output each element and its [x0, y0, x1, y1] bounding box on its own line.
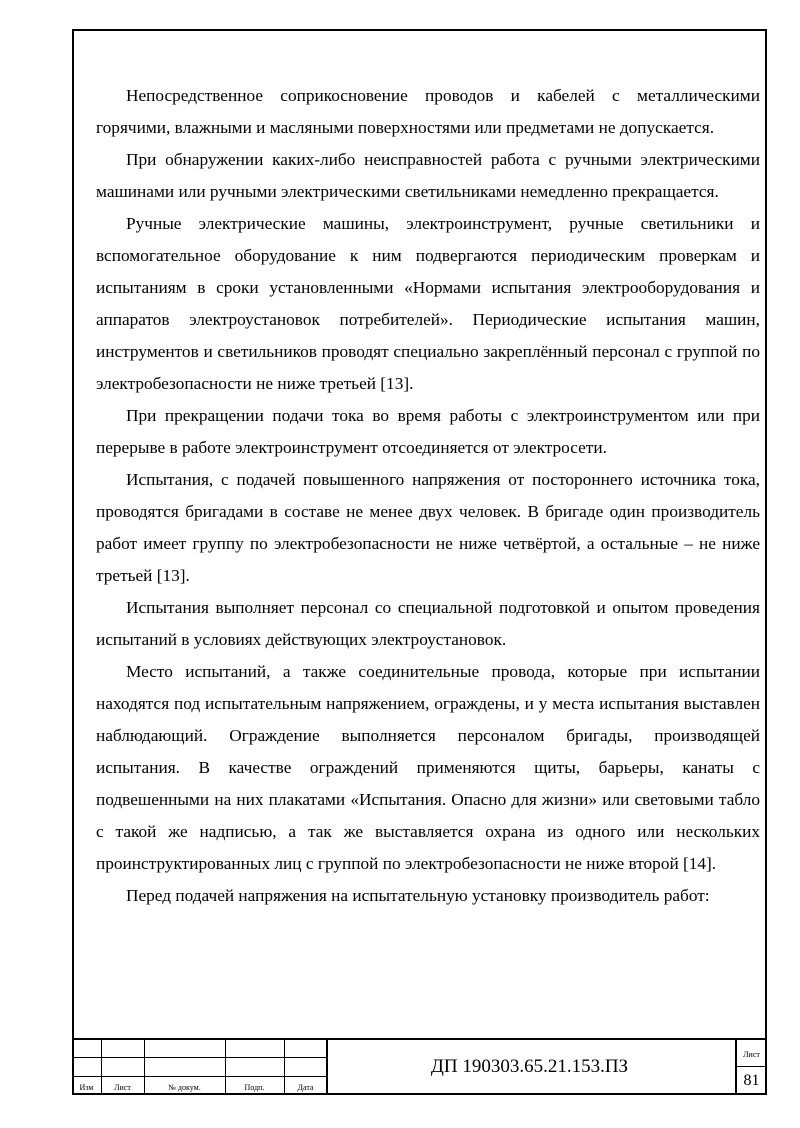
col-doc-number: № докум.	[168, 1083, 201, 1092]
col-date: Дата	[297, 1083, 314, 1092]
col-izm: Изм	[79, 1083, 94, 1092]
col-list: Лист	[114, 1083, 131, 1092]
col-signature: Подп.	[244, 1083, 265, 1092]
sheet-label: Лист	[743, 1050, 760, 1059]
document-code: ДП 190303.65.21.153.ПЗ	[430, 1056, 629, 1077]
paragraph-4: При прекращении подачи тока во время работы с электроинструментом или при перерыве в работе электроинструмент отсоединяется от электросети.	[96, 406, 760, 457]
document-body	[96, 80, 760, 912]
paragraph-2: При обнаружении каких-либо неисправностей работа с ручными электрическими машинами или ручными электрическими светильниками немедленно прекращается.	[96, 150, 760, 201]
paragraph-3: Ручные электрические машины, электроинструмент, ручные светильники и вспомогательное оборудование к ним подвергаются периодическим проверкам и испытаниям в сроки установленными «Нормами испытания электрооборудования и аппаратов электроустановок потребителей». Периодические испытания машин, инструментов и светильников проводят специально закреплённый персонал с группой по электробезопасности не ниже третьей [13].	[96, 214, 760, 393]
sheet-number: 81	[743, 1072, 760, 1089]
paragraph-7: Место испытаний, а также соединительные провода, которые при испытании находятся под испытательным напряжением, ограждены, и у места испытания выставлен наблюдающий. Ограждение выполняется персоналом бригады, производящей испытания. В качестве ограждений применяются щиты, барьеры, канаты с подвешенными на них плакатами «Испытания. Опасно для жизни» или световыми табло с такой же надписью, а так же выставляется охрана из одного или нескольких проинструктированных лиц с группой по электробезопасности не ниже второй [14].	[96, 662, 760, 873]
paragraph-8: Перед подачей напряжения на испытательную установку производитель работ:	[126, 886, 710, 905]
paragraph-6: Испытания выполняет персонал со специальной подготовкой и опытом проведения испытаний в условиях действующих электроустановок.	[96, 598, 760, 649]
paragraph-5: Испытания, с подачей повышенного напряжения от постороннего источника тока, проводятся бригадами в составе не менее двух человек. В бригаде один производитель работ имеет группу по электробезопасности не ниже четвёртой, а остальные – не ниже третьей [13].	[96, 470, 760, 585]
title-block-stamp	[72, 1038, 767, 1095]
paragraph-1: Непосредственное соприкосновение проводов и кабелей с металлическими горячими, влажными и масляными поверхностями или предметами не допускается.	[96, 86, 760, 137]
